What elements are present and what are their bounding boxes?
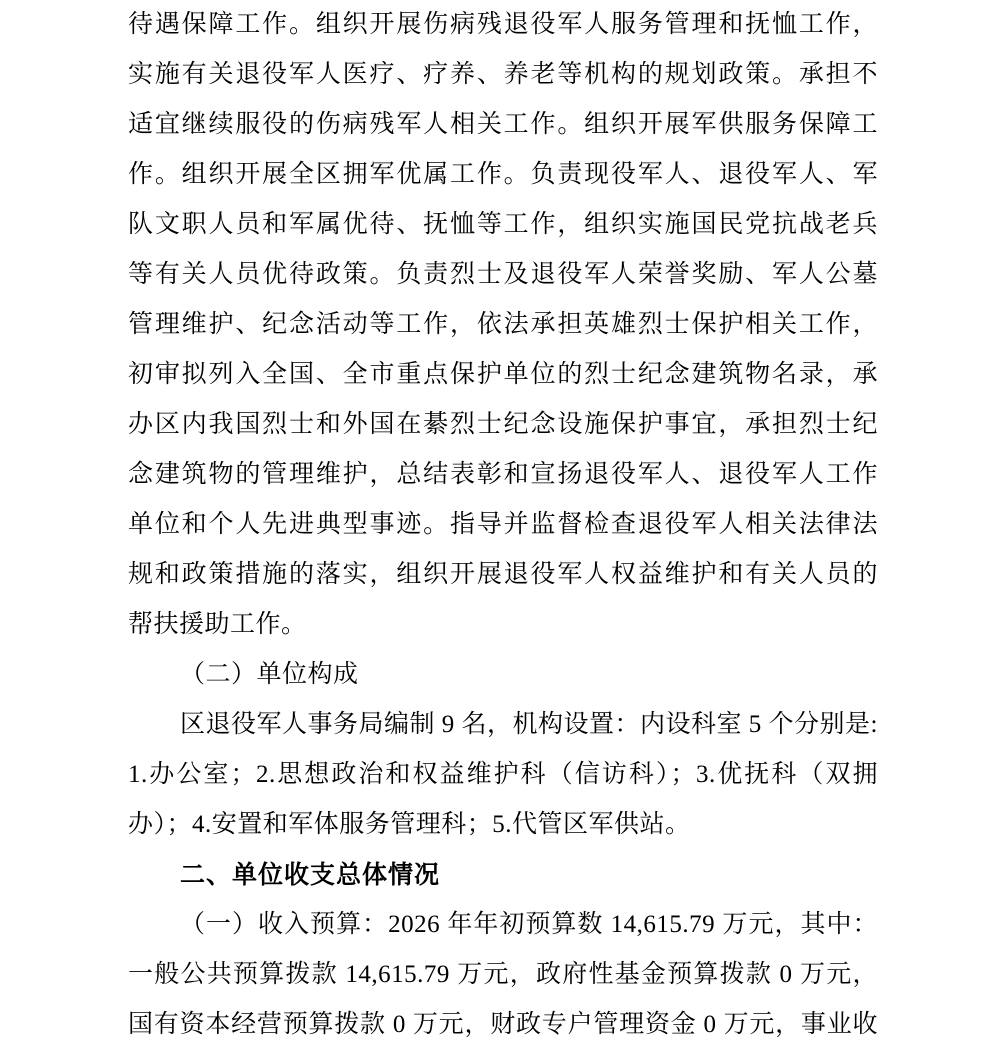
- document-page: [128, 0, 878, 1050]
- unit-composition-paragraph-line: 区退役军人事务局编制 9 名，机构设置：内设科室 5 个分别是:: [180, 711, 878, 738]
- unit-composition-paragraph-last-line: 办）；4.安置和军体服务管理科；5.代管区军供站。: [128, 811, 691, 838]
- duties-paragraph-line: 适宜继续服役的伤病残军人相关工作。组织开展军供服务保障工: [128, 111, 878, 138]
- duties-paragraph-line: 队文职人员和军属优待、抚恤等工作，组织实施国民党抗战老兵: [128, 211, 878, 238]
- income-budget-paragraph-line: 国有资本经营预算拨款 0 万元，财政专户管理资金 0 万元，事业收: [128, 1011, 878, 1038]
- unit-composition-paragraph-line: 1.办公室；2.思想政治和权益维护科（信访科）；3.优抚科（双拥: [128, 761, 878, 788]
- duties-paragraph-line: 作。组织开展全区拥军优属工作。负责现役军人、退役军人、军: [128, 161, 878, 188]
- income-budget-paragraph-line: （一）收入预算：2026 年年初预算数 14,615.79 万元，其中：: [180, 911, 878, 938]
- duties-paragraph-line: 等有关人员优待政策。负责烈士及退役军人荣誉奖励、军人公墓: [128, 261, 878, 288]
- duties-paragraph-line: 待遇保障工作。组织开展伤病残退役军人服务管理和抚恤工作，: [128, 11, 878, 38]
- duties-paragraph-line: 念建筑物的管理维护，总结表彰和宣扬退役军人、退役军人工作: [128, 461, 878, 488]
- heading-income-expense-overview: 二、单位收支总体情况: [180, 861, 441, 889]
- duties-paragraph-line: 规和政策措施的落实，组织开展退役军人权益维护和有关人员的: [128, 561, 878, 588]
- duties-paragraph-line: 单位和个人先进典型事迹。指导并监督检查退役军人相关法律法: [128, 511, 878, 538]
- duties-paragraph-line: 初审拟列入全国、全市重点保护单位的烈士纪念建筑物名录，承: [128, 361, 878, 388]
- duties-paragraph-line: 实施有关退役军人医疗、疗养、养老等机构的规划政策。承担不: [128, 61, 878, 88]
- duties-paragraph-last-line: 帮扶援助工作。: [128, 611, 307, 638]
- duties-paragraph-line: 管理维护、纪念活动等工作，依法承担英雄烈士保护相关工作，: [128, 311, 878, 338]
- income-budget-paragraph-line: 一般公共预算拨款 14,615.79 万元，政府性基金预算拨款 0 万元，: [128, 961, 878, 988]
- duties-paragraph-line: 办区内我国烈士和外国在綦烈士纪念设施保护事宜，承担烈士纪: [128, 411, 878, 438]
- heading-unit-composition: （二）单位构成: [180, 661, 359, 688]
